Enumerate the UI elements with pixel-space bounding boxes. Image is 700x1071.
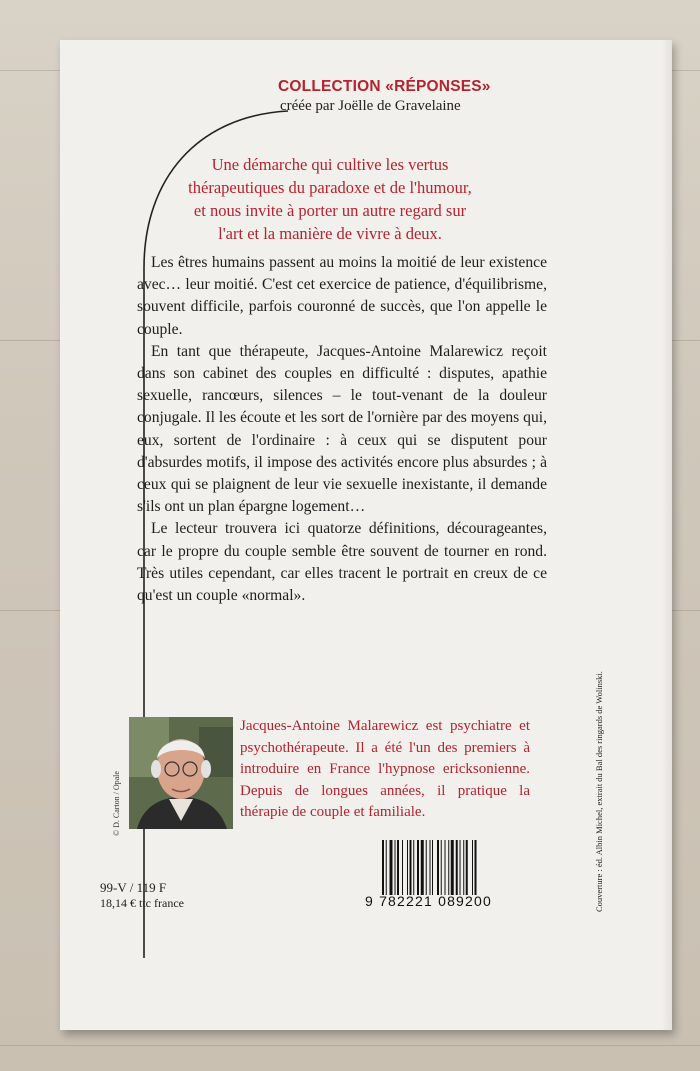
barcode-bar (417, 840, 419, 895)
barcode-bar (413, 840, 414, 895)
barcode-bar (437, 840, 439, 895)
barcode-bar (472, 840, 473, 895)
barcode-bar (456, 840, 458, 895)
price-euro: 18,14 € ttc france (100, 896, 184, 910)
barcode-bar (466, 840, 468, 895)
collection-title: COLLECTION «RÉPONSES» (278, 78, 491, 95)
barcode-bar (448, 840, 449, 895)
collection-creator: créée par Joëlle de Gravelaine (280, 98, 461, 114)
barcode-bar (451, 840, 454, 895)
barcode-bar (426, 840, 427, 895)
barcode-bar (432, 840, 433, 895)
tagline-line: et nous invite à porter un autre regard sur (193, 201, 467, 220)
cover-credit: Couverture : éd. Albin Michel, extrait du Bal des ringards de Wolinski. (594, 671, 604, 912)
barcode-bar (382, 840, 384, 895)
barcode-bar (390, 840, 393, 895)
barcode-bar (407, 840, 408, 895)
tagline-line: l'art et la manière de vivre à deux. (218, 224, 442, 243)
barcode-bar (386, 840, 387, 895)
blurb-paragraph: Les êtres humains passent au moins la moitié de leur existence avec… leur moitié. C'est cet exercice de patience, d'équilibrisme, souvent difficile, parfois couronné de succès, que l'on appelle le couple. (137, 254, 547, 338)
tagline-line: thérapeutiques du paradoxe et de l'humour, (188, 178, 472, 197)
barcode-bar (430, 840, 431, 895)
barcode-bar (395, 840, 396, 895)
blurb (137, 252, 547, 607)
photo-credit: © D. Carton / Opale (112, 771, 121, 836)
barcode-bar (460, 840, 461, 895)
author-photo (129, 717, 233, 829)
isbn-number: 9 782221 089200 (365, 893, 492, 909)
barcode-bar (475, 840, 477, 895)
barcode-bar (410, 840, 412, 895)
author-bio: Jacques-Antoine Malarewicz est psychiatre et psychothérapeute. Il a été l'un des premiers à introduire en France l'hypnose ericksonienne. Depuis de longues années, il pratique la thérapie de couple et familiale. (240, 718, 530, 820)
tagline-line: Une démarche qui cultive les vertus (211, 155, 449, 174)
barcode-bar (402, 840, 403, 895)
barcode-bar (421, 840, 424, 895)
blurb-paragraph: Le lecteur trouvera ici quatorze définitions, décourageantes, car le propre du couple semble être souvent de tourner en rond. Très utiles cependant, car elles tracent le portrait en creux de ce qu'est un couple «normal». (137, 520, 547, 605)
tagline (110, 153, 550, 245)
price-code: 99-V / 119 F (100, 880, 167, 895)
blurb-paragraph: En tant que thérapeute, Jacques-Antoine Malarewicz reçoit dans son cabinet des couples en difficulté : disputes, apathie sexuelle, rancœurs, silences – le tout-venant de la douleur conjugale. Il les écoute et les sort de l'ornière par des moyens qui, eux, sortent de l'ordinaire : à ceux qui se disputent pour d'absurdes motifs, il impose des activités encore plus absurdes ; à ceux qui se plaignent de leur vie sexuelle inexistante, il demande s'ils ont un plan épargne logement… (137, 342, 547, 516)
barcode-bar (445, 840, 446, 895)
barcode-bar (441, 840, 442, 895)
barcode (382, 840, 512, 895)
barcode-bar (463, 840, 464, 895)
barcode-bar (397, 840, 399, 895)
